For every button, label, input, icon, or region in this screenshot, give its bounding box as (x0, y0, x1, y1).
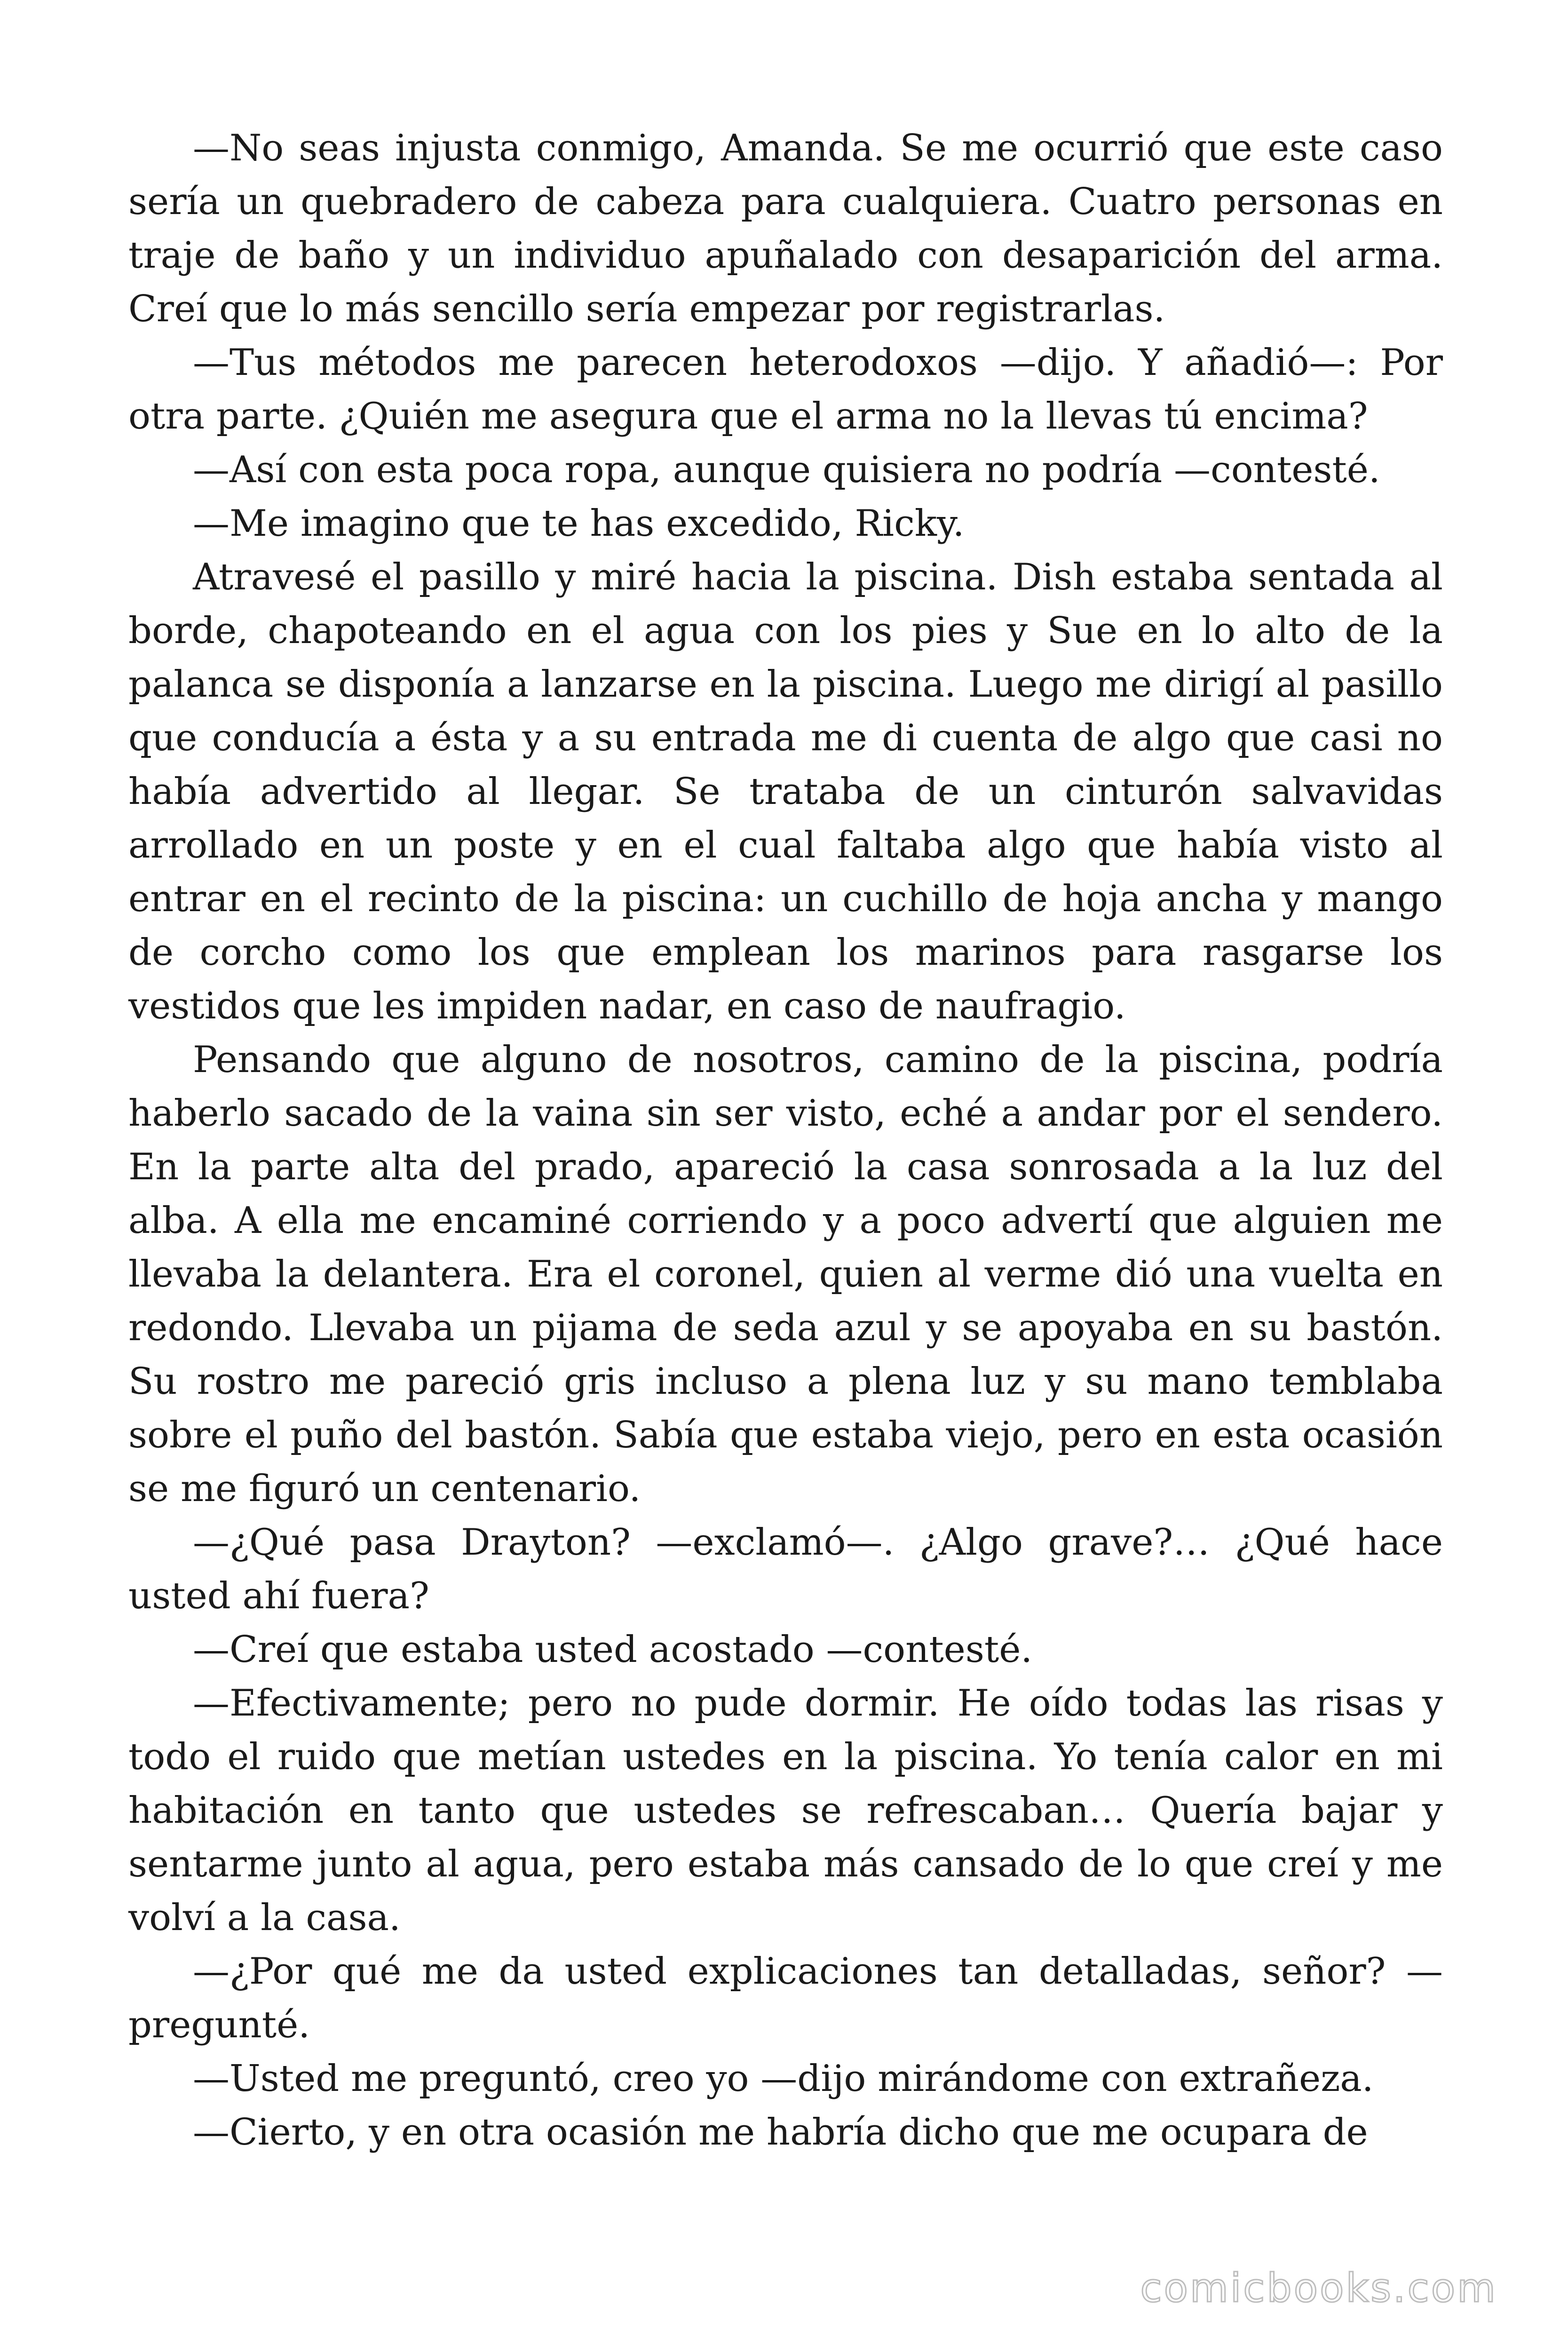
paragraph: —Usted me preguntó, creo yo —dijo mirándome con extrañeza. (193, 2058, 1374, 2100)
paragraph: Atravesé el pasillo y miré hacia la piscina. Dish estaba sentada al borde, chapoteando en el agua con los pies y Sue en lo alto de la palanca se disponía a lanzarse en la piscina. Luego me dirigí al pasillo que conducía a ésta y a su entrada me di cuenta de algo que casi no había advertido al llegar. Se trataba de un cinturón salvavidas arrollado en un poste y en el cual faltaba algo que había visto al entrar en el recinto de la piscina: un cuchillo de hoja ancha y mango de corcho como los que emplean los marinos para rasgarse los vestidos que les impiden nadar, en caso de naufragio. (128, 556, 1443, 1027)
paragraph: —No seas injusta conmigo, Amanda. Se me ocurrió que este caso sería un quebradero de cabeza para cualquiera. Cuatro personas en traje de baño y un individuo apuñalado con desaparición del arma. Creí que lo más sencillo sería empezar por registrarlas. (128, 127, 1443, 330)
paragraph: —Así con esta poca ropa, aunque quisiera no podría —contesté. (193, 449, 1380, 491)
page-body (128, 121, 1443, 2159)
paragraph: —¿Por qué me da usted explicaciones tan detalladas, señor? —pregunté. (128, 1950, 1443, 2046)
paragraph: Pensando que alguno de nosotros, camino de la piscina, podría haberlo sacado de la vaina sin ser visto, eché a andar por el sendero. En la parte alta del prado, apareció la casa sonrosada a la luz del alba. A ella me encaminé corriendo y a poco advertí que alguien me llevaba la delantera. Era el coronel, quien al verme dió una vuelta en redondo. Llevaba un pijama de seda azul y se apoyaba en su bastón. Su rostro me pareció gris incluso a plena luz y su mano temblaba sobre el puño del bastón. Sabía que estaba viejo, pero en esta ocasión se me figuró un centenario. (128, 1039, 1443, 1510)
paragraph: —Cierto, y en otra ocasión me habría dicho que me ocupara de (193, 2111, 1368, 2153)
paragraph: —¿Qué pasa Drayton? —exclamó—. ¿Algo grave?… ¿Qué hace usted ahí fuera? (128, 1521, 1443, 1617)
watermark: comicbooks.com (1140, 2265, 1497, 2311)
paragraph: —Tus métodos me parecen heterodoxos —dijo. Y añadió—: Por otra parte. ¿Quién me asegura que el arma no la llevas tú encima? (128, 342, 1443, 437)
paragraph: —Efectivamente; pero no pude dormir. He oído todas las risas y todo el ruido que metían ustedes en la piscina. Yo tenía calor en mi habitación en tanto que ustedes se refrescaban… Quería bajar y sentarme junto al agua, pero estaba más cansado de lo que creí y me volví a la casa. (128, 1682, 1443, 1939)
paragraph: —Creí que estaba usted acostado —contesté. (193, 1629, 1033, 1671)
paragraph: —Me imagino que te has excedido, Ricky. (193, 502, 965, 545)
